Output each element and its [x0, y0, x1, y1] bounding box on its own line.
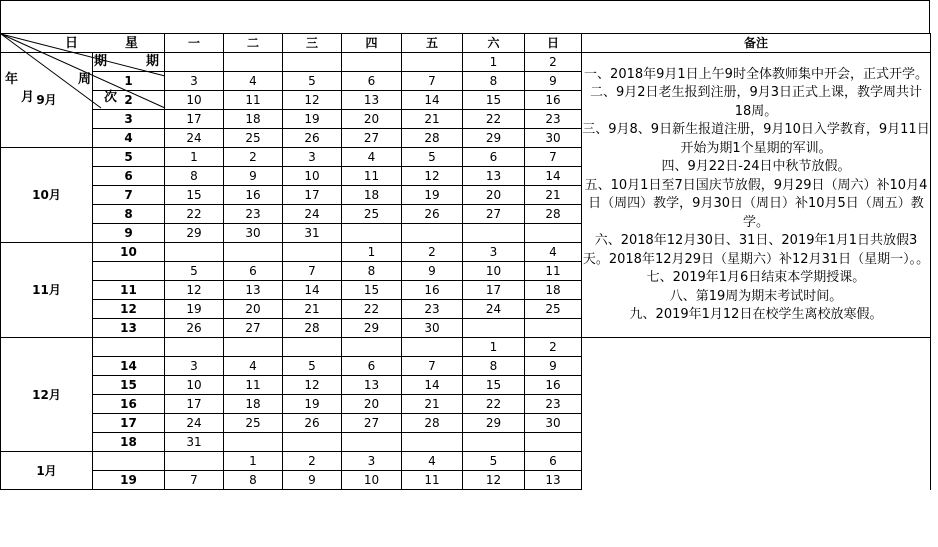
day-cell: 23 — [525, 110, 582, 129]
day-cell: 21 — [402, 110, 463, 129]
day-cell: 27 — [224, 319, 283, 338]
remarks-empty-area — [582, 338, 931, 490]
day-cell: 29 — [165, 224, 224, 243]
day-cell: 26 — [165, 319, 224, 338]
day-cell — [463, 319, 525, 338]
day-cell: 24 — [463, 300, 525, 319]
day-cell: 22 — [463, 395, 525, 414]
day-cell: 7 — [402, 357, 463, 376]
day-cell: 5 — [165, 262, 224, 281]
day-cell: 8 — [165, 167, 224, 186]
day-cell: 5 — [463, 452, 525, 471]
corner-label-ci: 次 — [104, 90, 118, 105]
day-cell: 26 — [283, 414, 342, 433]
day-cell: 6 — [342, 357, 402, 376]
day-cell: 19 — [283, 395, 342, 414]
day-cell: 31 — [283, 224, 342, 243]
day-cell: 15 — [342, 281, 402, 300]
day-cell: 2 — [283, 452, 342, 471]
day-cell: 10 — [342, 471, 402, 490]
day-cell: 2 — [525, 53, 582, 72]
day-cell: 26 — [283, 129, 342, 148]
day-cell: 20 — [342, 110, 402, 129]
day-cell: 14 — [402, 91, 463, 110]
remark-item: 五、10月1日至7日国庆节放假，9月29日（周六）补10月4日（周四）教学，9月30日（周日）补10月5日（周五）教学。 — [584, 177, 928, 230]
day-cell: 13 — [525, 471, 582, 490]
day-cell: 24 — [165, 129, 224, 148]
day-cell: 4 — [224, 357, 283, 376]
day-cell — [224, 338, 283, 357]
day-cell: 19 — [165, 300, 224, 319]
day-cell: 10 — [165, 91, 224, 110]
day-cell — [463, 433, 525, 452]
day-cell: 11 — [402, 471, 463, 490]
day-cell: 6 — [224, 262, 283, 281]
week-number: 4 — [93, 129, 165, 148]
day-cell — [463, 224, 525, 243]
day-cell: 14 — [283, 281, 342, 300]
week-number: 12 — [93, 300, 165, 319]
day-cell: 20 — [342, 395, 402, 414]
day-cell — [165, 452, 224, 471]
day-cell: 21 — [402, 395, 463, 414]
day-cell — [165, 338, 224, 357]
day-cell — [525, 224, 582, 243]
day-cell: 9 — [402, 262, 463, 281]
day-cell: 7 — [402, 72, 463, 91]
day-cell: 8 — [463, 72, 525, 91]
day-cell: 18 — [342, 186, 402, 205]
day-cell — [224, 243, 283, 262]
day-cell: 18 — [224, 395, 283, 414]
day-cell: 7 — [165, 471, 224, 490]
day-cell — [525, 433, 582, 452]
remark-item: 七、2019年1月6日结束本学期授课。 — [646, 270, 866, 285]
day-cell: 20 — [463, 186, 525, 205]
day-cell: 27 — [463, 205, 525, 224]
day-cell: 12 — [402, 167, 463, 186]
day-cell: 12 — [283, 91, 342, 110]
remark-item: 八、第19周为期末考试时间。 — [669, 288, 843, 304]
remarks-panel — [582, 53, 931, 338]
day-cell: 8 — [463, 357, 525, 376]
week-number: 7 — [93, 186, 165, 205]
day-cell: 2 — [402, 243, 463, 262]
remarks-header: 备注 — [582, 34, 931, 53]
day-cell — [342, 224, 402, 243]
remark-item: 二、9月2日老生报到注册，9月3日正式上课，教学周共计18周。 — [589, 85, 923, 119]
day-cell: 10 — [463, 262, 525, 281]
day-cell: 3 — [165, 357, 224, 376]
week-number — [93, 452, 165, 471]
day-cell: 11 — [224, 91, 283, 110]
day-cell: 9 — [224, 167, 283, 186]
day-cell — [402, 53, 463, 72]
day-cell: 13 — [342, 376, 402, 395]
month-label: 11月 — [1, 243, 93, 338]
day-cell — [402, 433, 463, 452]
day-cell: 13 — [342, 91, 402, 110]
day-cell: 14 — [525, 167, 582, 186]
week-number: 14 — [93, 357, 165, 376]
day-cell: 22 — [342, 300, 402, 319]
day-cell: 7 — [283, 262, 342, 281]
day-cell: 16 — [402, 281, 463, 300]
day-cell — [224, 433, 283, 452]
corner-label-xing: 星 — [125, 36, 139, 51]
day-cell: 21 — [283, 300, 342, 319]
day-cell — [165, 53, 224, 72]
remark-item: 一、2018年9月1日上午9时全体教师集中开会，正式开学。 — [584, 66, 928, 82]
day-cell: 7 — [525, 148, 582, 167]
day-cell: 11 — [525, 262, 582, 281]
week-number: 6 — [93, 167, 165, 186]
week-number: 10 — [93, 243, 165, 262]
day-cell — [283, 433, 342, 452]
day-cell: 3 — [283, 148, 342, 167]
day-cell: 1 — [463, 53, 525, 72]
day-cell: 18 — [525, 281, 582, 300]
week-row — [1, 338, 931, 357]
day-cell: 15 — [463, 91, 525, 110]
day-cell — [283, 53, 342, 72]
day-cell — [402, 224, 463, 243]
remark-item: 四、9月22日-24日中秋节放假。 — [661, 159, 851, 174]
school-calendar-table — [0, 33, 931, 490]
day-cell: 12 — [463, 471, 525, 490]
day-cell: 28 — [525, 205, 582, 224]
week-number: 1 — [93, 72, 165, 91]
day-cell: 22 — [165, 205, 224, 224]
day-cell — [224, 53, 283, 72]
day-cell: 25 — [224, 414, 283, 433]
week-number: 2 — [93, 91, 165, 110]
day-cell — [342, 53, 402, 72]
day-cell — [283, 243, 342, 262]
week-number: 15 — [93, 376, 165, 395]
day-cell: 25 — [525, 300, 582, 319]
day-cell: 10 — [283, 167, 342, 186]
remark-item: 三、9月8、9日新生报道注册，9月10日入学教育，9月11日开始为期1个星期的军训。 — [582, 122, 930, 156]
day-cell: 26 — [402, 205, 463, 224]
weekday-header-tue: 二 — [224, 34, 283, 53]
weekday-header-wed: 三 — [283, 34, 342, 53]
day-cell: 15 — [463, 376, 525, 395]
week-number — [93, 262, 165, 281]
day-cell: 3 — [165, 72, 224, 91]
day-cell: 28 — [283, 319, 342, 338]
week-number: 19 — [93, 471, 165, 490]
day-cell: 29 — [463, 414, 525, 433]
day-cell — [402, 338, 463, 357]
day-cell: 12 — [165, 281, 224, 300]
title-row-blank — [0, 0, 930, 33]
day-cell: 5 — [283, 357, 342, 376]
month-label: 1月 — [1, 452, 93, 490]
day-cell: 4 — [525, 243, 582, 262]
day-cell: 16 — [525, 91, 582, 110]
day-cell — [525, 319, 582, 338]
remark-item: 九、2019年1月12日在校学生离校放寒假。 — [629, 307, 883, 322]
day-cell: 15 — [165, 186, 224, 205]
day-cell: 9 — [525, 72, 582, 91]
week-number: 16 — [93, 395, 165, 414]
day-cell — [342, 338, 402, 357]
day-cell: 4 — [402, 452, 463, 471]
day-cell: 16 — [525, 376, 582, 395]
day-cell: 30 — [224, 224, 283, 243]
corner-label-qi2: 期 — [146, 54, 160, 69]
day-cell: 16 — [224, 186, 283, 205]
day-cell: 2 — [525, 338, 582, 357]
month-label: 9月 — [1, 53, 93, 148]
day-cell: 10 — [165, 376, 224, 395]
day-cell: 4 — [342, 148, 402, 167]
day-cell: 27 — [342, 129, 402, 148]
day-cell: 9 — [525, 357, 582, 376]
day-cell: 25 — [224, 129, 283, 148]
day-cell: 27 — [342, 414, 402, 433]
week-number: 17 — [93, 414, 165, 433]
day-cell: 23 — [402, 300, 463, 319]
week-number: 5 — [93, 148, 165, 167]
day-cell: 17 — [165, 395, 224, 414]
day-cell: 19 — [402, 186, 463, 205]
day-cell: 17 — [463, 281, 525, 300]
day-cell: 23 — [224, 205, 283, 224]
day-cell: 17 — [165, 110, 224, 129]
day-cell: 25 — [342, 205, 402, 224]
day-cell: 6 — [463, 148, 525, 167]
day-cell: 19 — [283, 110, 342, 129]
day-cell: 2 — [224, 148, 283, 167]
day-cell: 22 — [463, 110, 525, 129]
day-cell: 21 — [525, 186, 582, 205]
weekday-header-fri: 五 — [402, 34, 463, 53]
day-cell: 29 — [463, 129, 525, 148]
day-cell: 11 — [224, 376, 283, 395]
day-cell: 17 — [283, 186, 342, 205]
day-cell: 14 — [402, 376, 463, 395]
day-cell — [342, 433, 402, 452]
day-cell: 5 — [283, 72, 342, 91]
day-cell: 4 — [224, 72, 283, 91]
day-cell: 5 — [402, 148, 463, 167]
week-number: 11 — [93, 281, 165, 300]
day-cell: 1 — [165, 148, 224, 167]
day-cell: 3 — [463, 243, 525, 262]
day-cell: 6 — [342, 72, 402, 91]
day-cell: 8 — [342, 262, 402, 281]
day-cell: 13 — [463, 167, 525, 186]
corner-label-year: 年 — [5, 72, 19, 87]
day-cell: 23 — [525, 395, 582, 414]
day-cell: 8 — [224, 471, 283, 490]
day-cell: 12 — [283, 376, 342, 395]
week-number — [93, 338, 165, 357]
day-cell: 31 — [165, 433, 224, 452]
month-label: 10月 — [1, 148, 93, 243]
day-cell: 13 — [224, 281, 283, 300]
weekday-header-thu: 四 — [342, 34, 402, 53]
week-number: 3 — [93, 110, 165, 129]
day-cell: 9 — [283, 471, 342, 490]
corner-label-day: 日 — [65, 36, 79, 51]
month-label: 12月 — [1, 338, 93, 452]
remark-item: 六、2018年12月30日、31日、2019年1月1日共放假3天。2018年12月29日（星期六）补12月31日（星期一）。。 — [582, 233, 930, 267]
day-cell: 20 — [224, 300, 283, 319]
day-cell: 28 — [402, 414, 463, 433]
corner-label-qi: 期 — [94, 54, 108, 69]
day-cell: 28 — [402, 129, 463, 148]
day-cell: 1 — [463, 338, 525, 357]
day-cell: 30 — [525, 129, 582, 148]
day-cell: 18 — [224, 110, 283, 129]
corner-label-zhou: 周 — [78, 72, 92, 87]
day-cell: 30 — [525, 414, 582, 433]
day-cell: 11 — [342, 167, 402, 186]
day-cell: 24 — [283, 205, 342, 224]
weekday-header-sun: 日 — [525, 34, 582, 53]
week-number: 13 — [93, 319, 165, 338]
week-number: 18 — [93, 433, 165, 452]
week-number: 8 — [93, 205, 165, 224]
day-cell: 29 — [342, 319, 402, 338]
week-number: 9 — [93, 224, 165, 243]
day-cell — [165, 243, 224, 262]
weekday-header-mon: 一 — [165, 34, 224, 53]
weekday-header-sat: 六 — [463, 34, 525, 53]
day-cell: 1 — [224, 452, 283, 471]
corner-label-month: 月 — [21, 90, 35, 105]
day-cell: 1 — [342, 243, 402, 262]
day-cell: 24 — [165, 414, 224, 433]
day-cell — [283, 338, 342, 357]
day-cell: 30 — [402, 319, 463, 338]
day-cell: 6 — [525, 452, 582, 471]
day-cell: 3 — [342, 452, 402, 471]
